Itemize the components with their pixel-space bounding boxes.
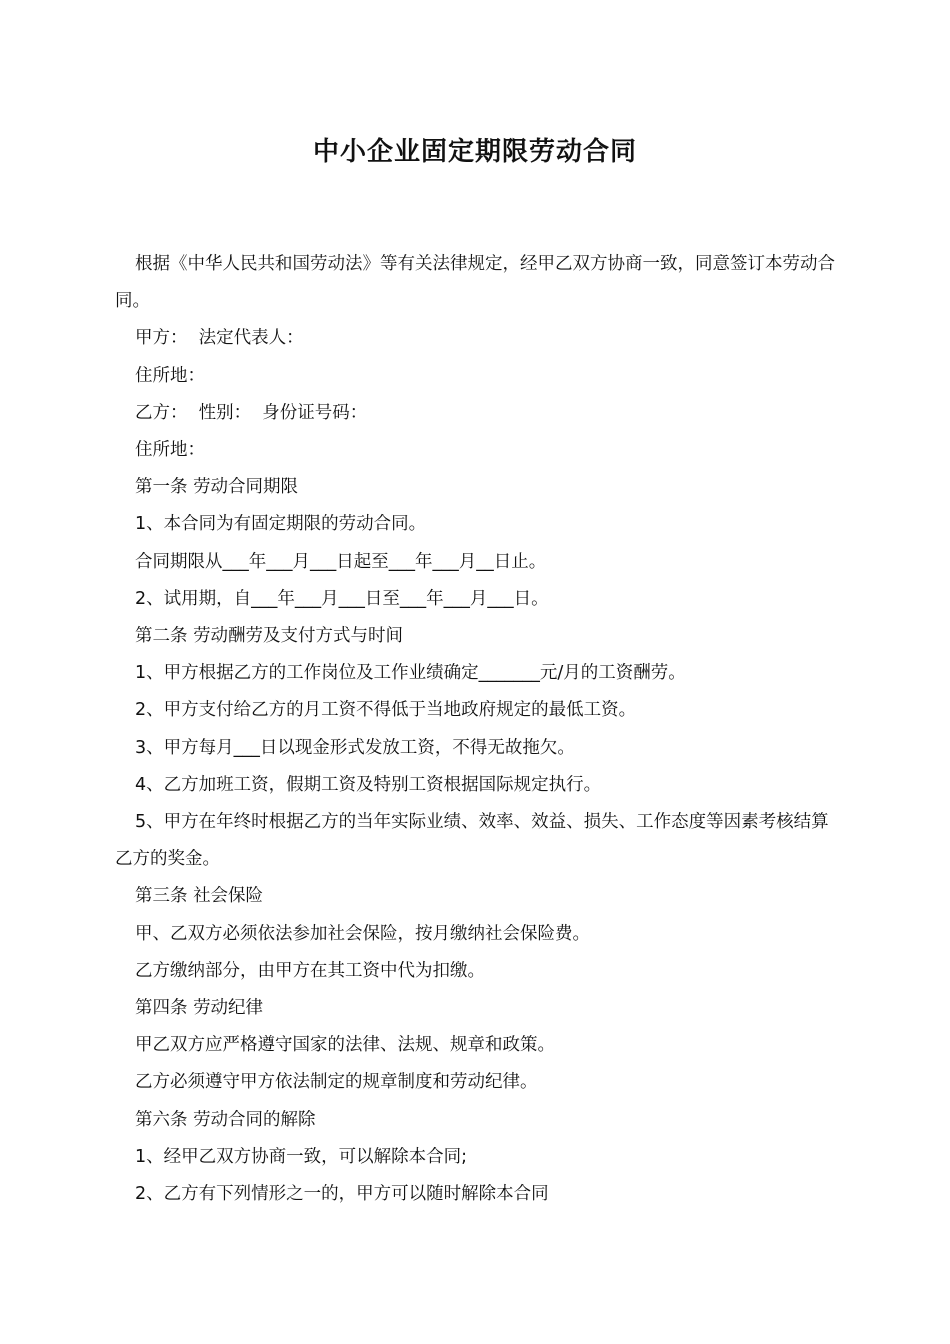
- document-body: [115, 246, 840, 1213]
- article-2-clause-3: 3、甲方每月___日以现金形式发放工资，不得无故拖欠。: [135, 737, 575, 758]
- paragraph-party-b-address: 住所地：: [135, 440, 205, 461]
- article-4-heading: 第四条 劳动纪律: [135, 998, 264, 1019]
- paragraph-party-b: 乙方： 性别： 身份证号码：: [135, 402, 368, 423]
- article-3-clause-1: 甲、乙双方必须依法参加社会保险，按月缴纳社会保险费。: [135, 923, 590, 944]
- article-2-clause-2: 2、甲方支付给乙方的月工资不得低于当地政府规定的最低工资。: [135, 700, 637, 721]
- article-6-clause-1: 1、经甲乙双方协商一致，可以解除本合同;: [135, 1146, 468, 1167]
- article-6-clause-2: 2、乙方有下列情形之一的，甲方可以随时解除本合同: [135, 1184, 549, 1205]
- paragraph-party-a-address: 住所地：: [135, 365, 205, 386]
- article-1-term: 合同期限从___年___月___日起至___年___月__日止。: [135, 551, 547, 572]
- paragraph-party-a: 甲方： 法定代表人：: [135, 328, 304, 349]
- article-4-clause-1: 甲乙双方应严格遵守国家的法律、法规、规章和政策。: [135, 1035, 555, 1056]
- article-3-clause-2: 乙方缴纳部分，由甲方在其工资中代为扣缴。: [135, 960, 485, 981]
- article-6-heading: 第六条 劳动合同的解除: [135, 1109, 316, 1130]
- document-title: 中小企业固定期限劳动合同: [312, 137, 637, 167]
- article-2-heading: 第二条 劳动酬劳及支付方式与时间: [135, 626, 404, 647]
- article-2-clause-1: 1、甲方根据乙方的工作岗位及工作业绩确定_______元/月的工资酬劳。: [135, 663, 686, 684]
- article-1-heading: 第一条 劳动合同期限: [135, 477, 299, 498]
- article-4-clause-2: 乙方必须遵守甲方依法制定的规章制度和劳动纪律。: [135, 1072, 538, 1093]
- article-2-clause-5: 5、甲方在年终时根据乙方的当年实际业绩、效率、效益、损失、工作态度等因素考核结算乙方的奖金。: [115, 812, 829, 870]
- article-2-clause-4: 4、乙方加班工资，假期工资及特别工资根据国际规定执行。: [135, 774, 602, 795]
- article-1-clause-2: 2、试用期，自___年___月___日至___年___月___日。: [135, 588, 549, 609]
- article-1-clause-1: 1、本合同为有固定期限的劳动合同。: [135, 514, 427, 535]
- paragraph-preamble: 根据《中华人民共和国劳动法》等有关法律规定，经甲乙双方协商一致，同意签订本劳动合同。: [115, 254, 835, 312]
- article-3-heading: 第三条 社会保险: [135, 886, 264, 907]
